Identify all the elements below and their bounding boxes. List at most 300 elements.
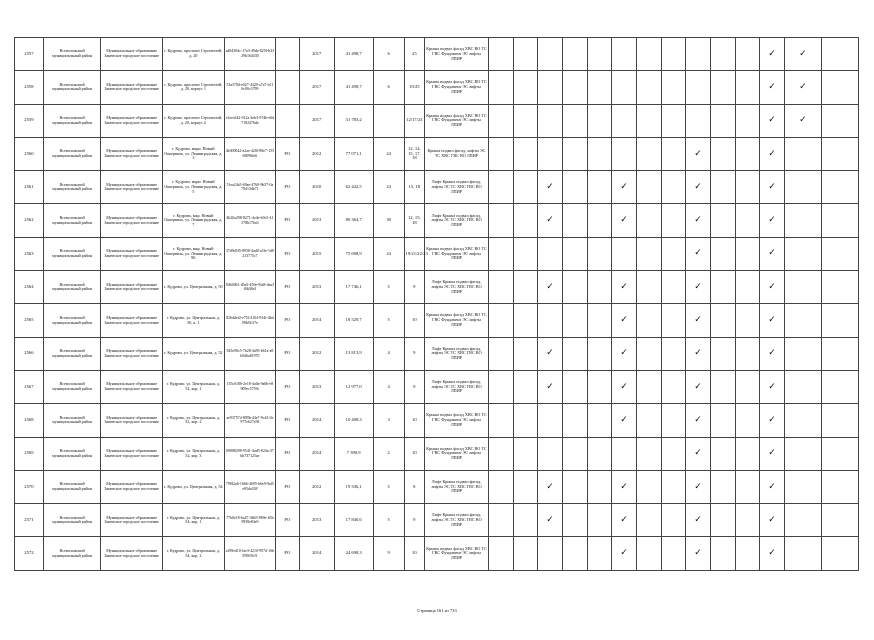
house-id-cell: ae93757d-899b-44e7-9c43-0e977e627e58	[224, 404, 275, 437]
apartments-cell: 12, 15, 18	[404, 204, 425, 237]
empty-cell	[513, 470, 538, 503]
floors-cell: 9	[373, 537, 404, 570]
district-cell: Всеволожский муниципальный район	[43, 137, 101, 170]
floors-cell	[373, 104, 404, 137]
empty-cell	[661, 38, 686, 71]
empty-cell	[821, 171, 858, 204]
settlement-cell: Муниципальное образование Заневское городское поселение	[101, 237, 163, 270]
empty-cell	[710, 137, 735, 170]
empty-cell	[562, 204, 587, 237]
area-cell: 77 071,1	[334, 137, 373, 170]
empty-cell	[784, 537, 821, 570]
area-cell: 19 336,1	[334, 470, 373, 503]
empty-cell	[562, 237, 587, 270]
empty-cell	[562, 537, 587, 570]
ro-cell: РО	[276, 437, 300, 470]
row-number-cell: 2564	[15, 271, 44, 304]
row-number-cell: 2570	[15, 470, 44, 503]
empty-cell	[513, 271, 538, 304]
empty-cell	[587, 337, 612, 370]
apartments-cell: 9	[404, 337, 425, 370]
ro-cell: РО	[276, 137, 300, 170]
row-number-cell: 2557	[15, 38, 44, 71]
settlement-cell: Муниципальное образование Заневское городское поселение	[101, 137, 163, 170]
checkmark-icon: ✓	[760, 337, 785, 370]
empty-cell	[784, 437, 821, 470]
year-cell: 2014	[299, 404, 334, 437]
address-cell: г. Кудрово, мкрн. Новый Оккервиль, ул. Ленинградская, д. 3	[163, 137, 225, 170]
empty-cell	[612, 237, 637, 270]
year-cell: 2015	[299, 237, 334, 270]
empty-cell	[562, 104, 587, 137]
checkmark-icon: ✓	[612, 271, 637, 304]
empty-cell	[587, 137, 612, 170]
empty-cell	[562, 271, 587, 304]
empty-cell	[488, 504, 513, 537]
empty-cell	[661, 71, 686, 104]
apartments-cell: 10	[404, 404, 425, 437]
works-cell: Крыша подвал фасад ХВС ВО ТС ГВС Фундамент ЭС лифты ЛПИР	[425, 437, 489, 470]
ro-cell	[276, 38, 300, 71]
house-id-cell: 53a370d-e027-4429-a7a7-b116c80c3799	[224, 71, 275, 104]
empty-cell	[538, 38, 563, 71]
checkmark-icon: ✓	[686, 537, 711, 570]
year-cell: 2017	[299, 38, 334, 71]
district-cell: Всеволожский муниципальный район	[43, 104, 101, 137]
year-cell: 2017	[299, 104, 334, 137]
address-cell: г. Кудрово, проспект Строителей, д. 20, корпус 2	[163, 104, 225, 137]
year-cell: 2013	[299, 370, 334, 403]
empty-cell	[538, 304, 563, 337]
empty-cell	[538, 137, 563, 170]
settlement-cell: Муниципальное образование Заневское городское поселение	[101, 204, 163, 237]
floors-cell: 4	[373, 337, 404, 370]
year-cell: 2014	[299, 437, 334, 470]
empty-cell	[513, 237, 538, 270]
empty-cell	[488, 237, 513, 270]
table-row	[15, 404, 859, 437]
empty-cell	[661, 504, 686, 537]
empty-cell	[636, 304, 661, 337]
address-cell: г. Кудрово, ул. Центральная, д. 52	[163, 337, 225, 370]
empty-cell	[488, 537, 513, 570]
house-id-cell: 8464061-d5a5-450e-9fa8-dea3f6b38e2	[224, 271, 275, 304]
empty-cell	[784, 504, 821, 537]
year-cell: 2014	[299, 537, 334, 570]
empty-cell	[661, 370, 686, 403]
empty-cell	[636, 171, 661, 204]
empty-cell	[821, 204, 858, 237]
empty-cell	[710, 271, 735, 304]
apartments-cell: 12/17/23	[404, 104, 425, 137]
house-id-cell: 77b0e18-ba47-4b63-969e-b5b9958e84e9	[224, 504, 275, 537]
empty-cell	[636, 204, 661, 237]
checkmark-icon: ✓	[760, 137, 785, 170]
house-id-cell: 826ddef2-e75f-4104-934f-dbd09b0f1f7e	[224, 304, 275, 337]
checkmark-icon: ✓	[612, 337, 637, 370]
works-cell: Лифт Крыша подвал фасад, лифты ЭС ТС ХВС ГВС ВО ЛПИР	[425, 204, 489, 237]
house-id-cell: 4b300042-a2ae-420f-88e7-15569096fe6	[224, 137, 275, 170]
address-cell: г. Кудрово, мкр. Новый Оккервиль, ул. Ленинградская, д. 9Б	[163, 237, 225, 270]
settlement-cell: Муниципальное образование Заневское городское поселение	[101, 470, 163, 503]
settlement-cell: Муниципальное образование Заневское городское поселение	[101, 404, 163, 437]
empty-cell	[587, 104, 612, 137]
year-cell: 2013	[299, 504, 334, 537]
row-number-cell: 2567	[15, 370, 44, 403]
district-cell: Всеволожский муниципальный район	[43, 38, 101, 71]
area-cell: 24 698,3	[334, 537, 373, 570]
empty-cell	[513, 104, 538, 137]
table-row	[15, 104, 859, 137]
empty-cell	[735, 404, 760, 437]
empty-cell	[735, 204, 760, 237]
empty-cell	[735, 304, 760, 337]
address-cell: г. Кудрово, ул. Центральная, д. 50	[163, 271, 225, 304]
empty-cell	[735, 171, 760, 204]
area-cell: 7 390,9	[334, 437, 373, 470]
works-cell: Лифт Крыша подвал фасад, лифты ЭС ТС ХВС ГВС ВО ЛПИР	[425, 337, 489, 370]
row-number-cell: 2563	[15, 237, 44, 270]
empty-cell	[821, 437, 858, 470]
checkmark-icon: ✓	[538, 171, 563, 204]
year-cell: 2013	[299, 271, 334, 304]
empty-cell	[710, 38, 735, 71]
empty-cell	[562, 71, 587, 104]
works-cell: Лифт Крыша подвал фасад, лифты ЭС ТС ХВС ГВС ВО ЛПИР	[425, 271, 489, 304]
empty-cell	[513, 137, 538, 170]
empty-cell	[784, 237, 821, 270]
empty-cell	[784, 304, 821, 337]
empty-cell	[821, 271, 858, 304]
row-number-cell: 2572	[15, 537, 44, 570]
area-cell: 41 498,7	[334, 71, 373, 104]
table-row	[15, 470, 859, 503]
empty-cell	[488, 204, 513, 237]
year-cell: 2014	[299, 304, 334, 337]
empty-cell	[562, 370, 587, 403]
empty-cell	[661, 337, 686, 370]
checkmark-icon: ✓	[538, 504, 563, 537]
ro-cell: РО	[276, 304, 300, 337]
apartments-cell: 12, 14, 15, 17, 18	[404, 137, 425, 170]
works-cell: Лифт Крыша подвал фасад, лифты ЭС ТС ХВС ГВС ВО ЛПИР	[425, 504, 489, 537]
empty-cell	[821, 304, 858, 337]
table-row	[15, 171, 859, 204]
empty-cell	[562, 470, 587, 503]
empty-cell	[513, 370, 538, 403]
empty-cell	[562, 404, 587, 437]
year-cell: 2012	[299, 470, 334, 503]
empty-cell	[735, 437, 760, 470]
house-id-cell: e1eea342-012a-4eb3-974b-e6d7182476da	[224, 104, 275, 137]
apartments-cell: 9	[404, 370, 425, 403]
checkmark-icon: ✓	[686, 404, 711, 437]
empty-cell	[636, 237, 661, 270]
apartments-cell: 10	[404, 437, 425, 470]
empty-cell	[735, 271, 760, 304]
apartments-cell: 9	[404, 271, 425, 304]
empty-cell	[488, 38, 513, 71]
address-cell: г. Кудрово, проспект Строителей, д. 20	[163, 38, 225, 71]
empty-cell	[821, 537, 858, 570]
empty-cell	[513, 204, 538, 237]
table-row	[15, 204, 859, 237]
empty-cell	[661, 304, 686, 337]
empty-cell	[784, 370, 821, 403]
house-id-cell: 4b20a298-8271-4e4e-b9c5-41578b17ba3	[224, 204, 275, 237]
checkmark-icon: ✓	[538, 204, 563, 237]
empty-cell	[587, 504, 612, 537]
empty-cell	[784, 337, 821, 370]
address-cell: г. Кудрово, мкрн. Новый Оккервиль, ул. Ленинградская, д. 5	[163, 171, 225, 204]
address-cell: г. Кудрово, ул. Центральная, д. 52, кор. 2	[163, 404, 225, 437]
works-cell: Крыша подвал фасад ХВС ВО ТС ГВС Фундамент ЭС лифты ЛПИР	[425, 537, 489, 570]
empty-cell	[821, 237, 858, 270]
empty-cell	[538, 437, 563, 470]
page-footer: Страница 161 из 733	[417, 608, 457, 613]
row-number-cell: 2561	[15, 171, 44, 204]
ro-cell: РО	[276, 370, 300, 403]
empty-cell	[784, 404, 821, 437]
apartments-cell: 25	[404, 38, 425, 71]
empty-cell	[686, 71, 711, 104]
empty-cell	[735, 237, 760, 270]
district-cell: Всеволожский муниципальный район	[43, 271, 101, 304]
district-cell: Всеволожский муниципальный район	[43, 537, 101, 570]
empty-cell	[587, 71, 612, 104]
floors-cell: 5	[373, 470, 404, 503]
floors-cell: 24	[373, 137, 404, 170]
floors-cell: 2	[373, 437, 404, 470]
district-cell: Всеволожский муниципальный район	[43, 504, 101, 537]
checkmark-icon: ✓	[784, 71, 821, 104]
empty-cell	[587, 470, 612, 503]
district-cell: Всеволожский муниципальный район	[43, 204, 101, 237]
empty-cell	[710, 537, 735, 570]
empty-cell	[735, 537, 760, 570]
area-cell: 31 783,2	[334, 104, 373, 137]
empty-cell	[710, 504, 735, 537]
floors-cell: 5	[373, 504, 404, 537]
empty-cell	[538, 537, 563, 570]
empty-cell	[661, 537, 686, 570]
empty-cell	[612, 137, 637, 170]
address-cell: г. Кудрово, ул. Центральная, д. 54, кор. 1	[163, 504, 225, 537]
empty-cell	[612, 38, 637, 71]
row-number-cell: 2558	[15, 71, 44, 104]
empty-cell	[488, 171, 513, 204]
empty-cell	[587, 171, 612, 204]
checkmark-icon: ✓	[686, 271, 711, 304]
district-cell: Всеволожский муниципальный район	[43, 337, 101, 370]
house-id-cell: 51ea24a5-69ae-4760-9b57-0a79413db71	[224, 171, 275, 204]
house-id-cell: 69888298-9541-4ad5-824a-47bb737125ae	[224, 437, 275, 470]
settlement-cell: Муниципальное образование Заневское городское поселение	[101, 304, 163, 337]
checkmark-icon: ✓	[760, 38, 785, 71]
table-row	[15, 504, 859, 537]
empty-cell	[636, 404, 661, 437]
year-cell: 2010	[299, 171, 334, 204]
table-row	[15, 38, 859, 71]
empty-cell	[661, 237, 686, 270]
empty-cell	[735, 337, 760, 370]
settlement-cell: Муниципальное образование Заневское городское поселение	[101, 171, 163, 204]
empty-cell	[612, 104, 637, 137]
apartments-cell: 10	[404, 537, 425, 570]
empty-cell	[686, 38, 711, 71]
checkmark-icon: ✓	[760, 537, 785, 570]
area-cell: 75 698,9	[334, 237, 373, 270]
settlement-cell: Муниципальное образование Заневское городское поселение	[101, 271, 163, 304]
checkmark-icon: ✓	[760, 204, 785, 237]
row-number-cell: 2571	[15, 504, 44, 537]
empty-cell	[710, 337, 735, 370]
empty-cell	[735, 38, 760, 71]
apartments-cell: 8	[404, 470, 425, 503]
empty-cell	[821, 470, 858, 503]
checkmark-icon: ✓	[612, 171, 637, 204]
empty-cell	[710, 370, 735, 403]
checkmark-icon: ✓	[686, 470, 711, 503]
works-cell: Лифт Крыша подвал фасад, лифты ЭС ТС ХВС ГВС ВО ЛПИР	[425, 370, 489, 403]
checkmark-icon: ✓	[612, 504, 637, 537]
checkmark-icon: ✓	[612, 537, 637, 570]
checkmark-icon: ✓	[760, 437, 785, 470]
empty-cell	[513, 537, 538, 570]
checkmark-icon: ✓	[784, 38, 821, 71]
checkmark-icon: ✓	[686, 171, 711, 204]
empty-cell	[587, 537, 612, 570]
empty-cell	[636, 470, 661, 503]
ro-cell: РО	[276, 171, 300, 204]
empty-cell	[488, 337, 513, 370]
checkmark-icon: ✓	[760, 104, 785, 137]
checkmark-icon: ✓	[760, 237, 785, 270]
floors-cell: 6	[373, 71, 404, 104]
empty-cell	[587, 304, 612, 337]
empty-cell	[710, 470, 735, 503]
checkmark-icon: ✓	[686, 504, 711, 537]
row-number-cell: 2566	[15, 337, 44, 370]
floors-cell: 3	[373, 404, 404, 437]
works-cell: Крыша подвал фасад, лифты ЭС ТС ХВС ГВС ВО ЛПИР	[425, 137, 489, 170]
area-cell: 62 442,5	[334, 171, 373, 204]
empty-cell	[735, 470, 760, 503]
empty-cell	[562, 504, 587, 537]
empty-cell	[821, 370, 858, 403]
district-cell: Всеволожский муниципальный район	[43, 171, 101, 204]
table-row	[15, 71, 859, 104]
empty-cell	[488, 71, 513, 104]
settlement-cell: Муниципальное образование Заневское городское поселение	[101, 38, 163, 71]
empty-cell	[513, 38, 538, 71]
address-cell: г. Кудрово, ул. Центральная, д. 52, кор. 1	[163, 370, 225, 403]
ro-cell: РО	[276, 204, 300, 237]
ro-cell: РО	[276, 504, 300, 537]
table-row	[15, 304, 859, 337]
area-cell: 41 498,7	[334, 38, 373, 71]
checkmark-icon: ✓	[760, 171, 785, 204]
checkmark-icon: ✓	[760, 470, 785, 503]
empty-cell	[661, 404, 686, 437]
empty-cell	[661, 204, 686, 237]
table-row	[15, 437, 859, 470]
empty-cell	[821, 404, 858, 437]
floors-cell: 4	[373, 370, 404, 403]
empty-cell	[587, 437, 612, 470]
settlement-cell: Муниципальное образование Заневское городское поселение	[101, 71, 163, 104]
apartments-cell: 15, 18	[404, 171, 425, 204]
checkmark-icon: ✓	[784, 104, 821, 137]
district-cell: Всеволожский муниципальный район	[43, 304, 101, 337]
empty-cell	[636, 537, 661, 570]
empty-cell	[587, 370, 612, 403]
checkmark-icon: ✓	[686, 370, 711, 403]
empty-cell	[661, 171, 686, 204]
house-id-cell: a189ed10-fae3-4210-997d-16b85905fc9	[224, 537, 275, 570]
empty-cell	[710, 304, 735, 337]
table-row	[15, 237, 859, 270]
district-cell: Всеволожский муниципальный район	[43, 71, 101, 104]
address-cell: г. Кудрово, ул. Центральная, д. 54	[163, 470, 225, 503]
settlement-cell: Муниципальное образование Заневское городское поселение	[101, 104, 163, 137]
empty-cell	[513, 304, 538, 337]
empty-cell	[710, 71, 735, 104]
works-cell: Крыша подвал фасад ХВС ВО ТС ГВС Фундамент ЭС лифты ЛПИР	[425, 104, 489, 137]
empty-cell	[784, 470, 821, 503]
housing-register-table	[14, 37, 859, 571]
district-cell: Всеволожский муниципальный район	[43, 404, 101, 437]
row-number-cell: 2560	[15, 137, 44, 170]
empty-cell	[661, 470, 686, 503]
table-row	[15, 537, 859, 570]
empty-cell	[636, 504, 661, 537]
year-cell: 2012	[299, 337, 334, 370]
empty-cell	[612, 71, 637, 104]
empty-cell	[710, 437, 735, 470]
checkmark-icon: ✓	[760, 404, 785, 437]
house-id-cell: 135c6186-2e18-4a0a-9a0b-e8909ec5759c	[224, 370, 275, 403]
table-row	[15, 271, 859, 304]
empty-cell	[735, 71, 760, 104]
house-id-cell: 790f2a6-1666-4695-b6e9-9af5e85da338	[224, 470, 275, 503]
empty-cell	[488, 304, 513, 337]
empty-cell	[587, 404, 612, 437]
address-cell: г. Кудрово, проспект Строителей, д. 20, корпус 1	[163, 71, 225, 104]
empty-cell	[562, 38, 587, 71]
empty-cell	[636, 370, 661, 403]
house-id-cell: 37d9d5f5-8958-4ad0-a5fe-1d8213775c7	[224, 237, 275, 270]
empty-cell	[821, 38, 858, 71]
settlement-cell: Муниципальное образование Заневское городское поселение	[101, 504, 163, 537]
area-cell: 12 977,0	[334, 370, 373, 403]
checkmark-icon: ✓	[538, 370, 563, 403]
empty-cell	[513, 404, 538, 437]
district-cell: Всеволожский муниципальный район	[43, 237, 101, 270]
empty-cell	[821, 137, 858, 170]
address-cell: г. Кудрово, ул. Центральная, д. 52, кор. 3	[163, 437, 225, 470]
row-number-cell: 2559	[15, 104, 44, 137]
area-cell: 17 840,6	[334, 504, 373, 537]
empty-cell	[488, 370, 513, 403]
ro-cell: РО	[276, 537, 300, 570]
floors-cell: 24	[373, 237, 404, 270]
checkmark-icon: ✓	[686, 204, 711, 237]
checkmark-icon: ✓	[760, 71, 785, 104]
address-cell: г. Кудрово, ул. Центральная, д. 54, кор. 2	[163, 537, 225, 570]
settlement-cell: Муниципальное образование Заневское городское поселение	[101, 537, 163, 570]
empty-cell	[513, 71, 538, 104]
